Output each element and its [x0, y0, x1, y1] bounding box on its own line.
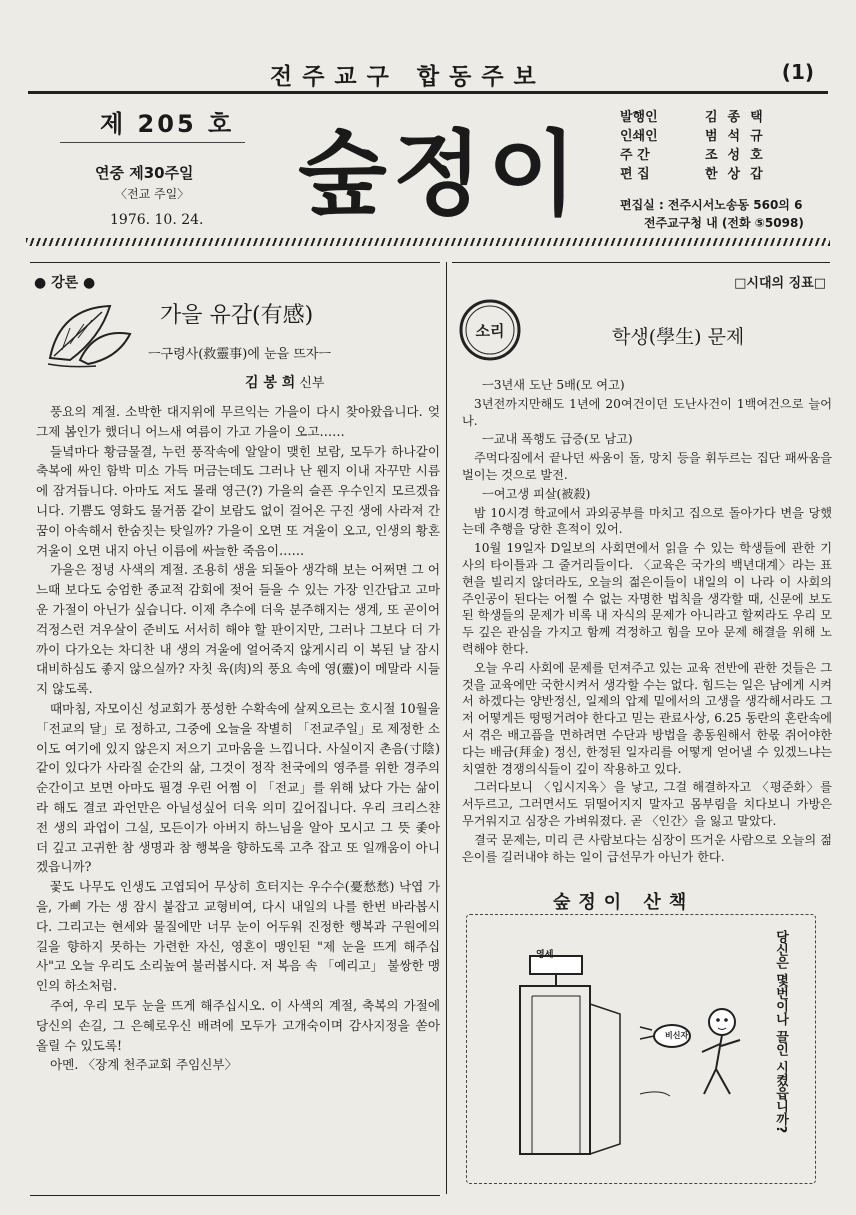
- cartoon-caption: 당신은 몇번이나 끌인 시켰읍니까?: [773, 930, 788, 1134]
- cartoon-sign-label: 영세: [536, 950, 554, 960]
- staff-role: 편 집: [620, 167, 650, 182]
- staff-name: 범석규: [705, 129, 773, 144]
- hatched-divider: [26, 238, 830, 246]
- issue-divider: [60, 142, 245, 143]
- column-title: 학생(學生) 문제: [612, 326, 745, 348]
- editorial-paragraph: 풍요의 계절. 소박한 대지위에 무르익는 가을이 다시 찾아왔읍니다. 엊그제 봄인가 했더니 어느새 여름이 가고 가을이 오고……: [36, 404, 440, 439]
- editorial-subtitle: ㅡ구령사(救靈事)에 눈을 뜨자ㅡ: [148, 347, 331, 362]
- column-body: [462, 375, 832, 867]
- staff-name: 한상갑: [705, 167, 773, 182]
- cartoon-illustration: [490, 944, 750, 1164]
- header-rule: [28, 91, 828, 94]
- column-paragraph: ㅡ3년새 도난 5배(모 여고): [482, 378, 625, 392]
- column-paragraph: 3년전까지만해도 1년에 20여건이던 도난사건이 1백여건으로 늘어나.: [462, 396, 832, 428]
- editorial-author: [245, 372, 324, 392]
- issue-sunday: 〈전교 주일〉: [115, 187, 190, 201]
- column-paragraph: 밤 10시경 학교에서 과외공부를 마치고 집으로 돌아가다 변을 당했는데 추행을 당한 흔적이 있어.: [462, 505, 832, 537]
- staff-row: [620, 163, 795, 182]
- column-divider: [446, 262, 447, 1194]
- editorial-paragraph: 들녘마다 황금물결, 누런 풍작속에 알알이 맺힌 보람, 모두가 하나같이 축복에 싸인 함박 미소 가득 머금는데도 그러나 난 웬지 이내 자꾸만 시름에 잠겨듭니다. 아마도 저도 몰래 영근(?) 가을의 슬픈 우수인지 모르겠읍니다. 기쁨도 영화도 물거품 같이 보람도 없이 걸어온 구진 생에 사라져 간 꿈이 아속해서 한숨짓는 탓일까? 가을이 오면 또 겨울이 오고, 인생의 황혼 겨울이 오면 내지 아닌 이름에 싸늘한 죽음이……: [36, 443, 440, 558]
- page-number: (1): [781, 60, 814, 84]
- column-paragraph: 결국 문제는, 미리 큰 사람보다는 심장이 뜨거운 사람으로 오늘의 젊은이를 길러내야 하는 일이 급선무가 아닌가 한다.: [462, 832, 832, 864]
- address-line-2: 전주교구청 내 (전화 ⑤5098): [644, 216, 804, 230]
- staff-name: 조성호: [705, 148, 773, 163]
- issue-week: 연중 제30주일: [95, 164, 194, 182]
- column-paragraph: ㅡ교내 폭행도 급증(모 남고): [482, 432, 633, 447]
- leaf-illustration: [40, 298, 135, 376]
- issue-number: 제 205 호: [100, 110, 235, 138]
- newspaper-header-title: 전주교구 합동주보: [270, 63, 546, 90]
- staff-role: 발행인: [620, 110, 658, 125]
- masthead-title: 숲정이: [298, 121, 583, 228]
- cartoon-title: 숲정이 산책: [553, 892, 695, 913]
- stamp-logo: [458, 298, 522, 362]
- staff-row: [620, 125, 795, 144]
- editorial-paragraph: 꽃도 나무도 인생도 고엽되어 무상히 흐터지는 우수수(憂愁愁) 낙엽 가을, 가삐 가는 생 잠시 붙잡고 교형비여, 다시 내일의 나를 한번 바라봅시다. 그리고는 현세와 물질에만 너무 눈이 어두워 진정한 행복과 구원에의 길을 향하지 못하는 가련한 자신, 영혼이 맹인된 "제 눈을 뜨게 해주십사"고 오늘 우리도 소리높여 불러봅시다. 저 복음 속 「예리고」 불쌍한 맹인의 하소처럼.: [36, 879, 440, 994]
- staff-row: [620, 106, 795, 125]
- staff-name: 김종택: [705, 110, 773, 125]
- staff-row: [620, 144, 795, 163]
- staff-role: 인쇄인: [620, 129, 658, 144]
- editorial-body: [36, 402, 440, 1075]
- column-paragraph: 10월 19일자 D일보의 사회면에서 읽을 수 있는 학생들에 관한 기사의 타이틀과 그 줄거리들이다. 〈교육은 국가의 백년대계〉라는 표현을 빌리지 않더라도, 오늘의 젊은이들이 내일의 이 나라 이 사회의 주인공이 된다는 어쩔 수 없는 자명한 법칙을 생각할 때, 신문에 보도된 학생들의 문제가 비록 내 자식의 문제가 아니라고 할찌라도 우리 모두 깊은 관심을 가지고 함께 걱정하고 힘을 모아 문제 해결을 위해 노력해야 한다.: [462, 541, 832, 656]
- editorial-title: 가을 유감(有感): [160, 303, 314, 328]
- editorial-paragraph: 아멘. 〈장계 천주교회 주임신부〉: [50, 1057, 238, 1073]
- editorial-paragraph: 주여, 우리 모두 눈을 뜨게 해주십시오. 이 사색의 계절, 축복의 가절에 당신의 손길, 그 은혜로우신 배려에 모두가 고개숙이며 감사지정을 쏟아 올릴 수 있도록!: [36, 997, 440, 1053]
- column-paragraph: 오늘 우리 사회에 문제를 던져주고 있는 교육 전반에 관한 것들은 그것을 교육에만 국한시켜서 생각할 수는 없다. 힘드는 일은 남에게 시켜서 하겠다는 양반정신, 일제의 압제 밑에서의 고생을 생각해서라도 그저 어떻게든 떵떵거려야 한다고 믿는 관료사상, 6.25 동란의 혼란속에서 겪은 배고픔을 면하려면 수단과 방법을 총동원해서 한몫 쥐어야한다는 배금(拜金) 정신, 한정된 일자리를 어떻게 얻어낼 수 있겠느냐는 치열한 경쟁의식들이 깊이 작용하고 있다.: [462, 660, 832, 776]
- cartoon-ball-label: 비신자: [665, 1031, 689, 1040]
- column-paragraph: ㅡ여고생 피살(被殺): [482, 486, 591, 501]
- issue-date: 1976. 10. 24.: [110, 212, 204, 228]
- author-name: 김 봉 희: [245, 375, 296, 391]
- stamp-text: 소리: [475, 322, 505, 340]
- signs-of-times-label: □시대의 징표□: [734, 276, 826, 291]
- editorial-paragraph: 가을은 정녕 사색의 계절. 조용히 생을 되돌아 생각해 보는 어쩌면 그 어느때 보다도 숭엄한 종교적 감회에 젖어 들을 수 있는 가장 인간답고 고마운 가절이 아닌가 싶습니다. 이제 추수에 더욱 분주해지는 생계, 또 곧이어 걱정스런 겨우살이 준비도 서서히 해야 할 판이지만, 그러나 그보다 더 가까이 다가오는 차디찬 내 생의 겨울에 얼어죽지 않게시리 이 복된 날 잠시 대비하심도 좋지 않으실까? 자칫 육(肉)의 풍요 속에 영(靈)이 메말라 시들지 않도록.: [36, 562, 440, 697]
- address-line-1: 편집실 : 전주시서노송동 560의 6: [620, 198, 803, 212]
- column-paragraph: 그러다보니 〈입시지옥〉을 낳고, 그걸 해결하자고 〈평준화〉를 서두르고, 그러면서도 뒤떨어지지 말자고 몸부림을 치다보니 가방은 무거워지고 심장은 가벼워졌다. 곧 〈인간〉을 잃고 말았다.: [462, 780, 832, 828]
- author-role: 신부: [299, 376, 325, 391]
- column-paragraph: 주먹다짐에서 끝나던 싸움이 돌, 망치 등을 휘두르는 집단 패싸움을 벌이는 것으로 발전.: [462, 451, 832, 482]
- staff-role: 주 간: [620, 148, 650, 163]
- editorial-label: ● 강론 ●: [34, 275, 96, 291]
- editorial-paragraph: 때마침, 자모이신 성교회가 풍성한 수확속에 살찌오르는 호시절 10월을 「전교의 달」로 정하고, 그중에 오늘을 작별히 「전교주일」로 제정한 소이도 여기에 있지 않은지 저으기 고마움을 느낍니다. 사실이지 촌음(寸陰)같이 있다가 사라질 순간의 삶, 그것이 정작 천국에의 영주를 위한 경주의 순간이고 보면 아마도 필경 우린 어쩜 이 「전교」를 위해 났다 가는 삶이라 해도 결코 과언만은 아닐성싶어 더욱 의미 깊어집니다. 우리 크리스챤 전 생의 과업이 그실, 모든이가 아버지 하느님을 알아 모시고 그 뜻 좇아 더 깊고 고귀한 참 생명과 참 행복을 향하도록 고추 잡고 또 일깨움이 아니겠읍니까?: [36, 700, 440, 875]
